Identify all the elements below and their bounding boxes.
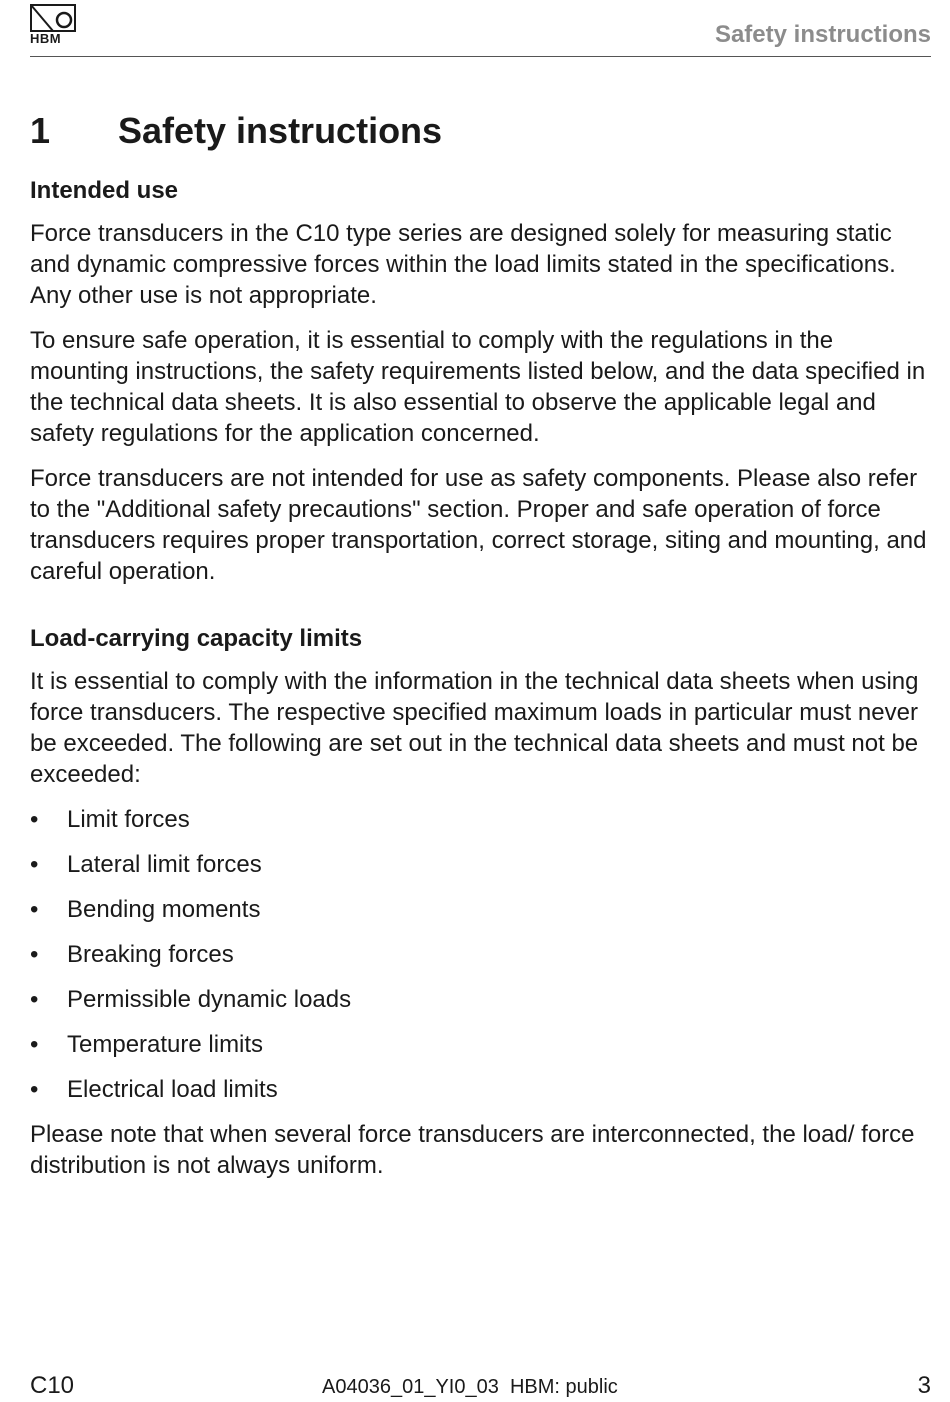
bullet-icon: • xyxy=(30,986,39,1013)
chapter-title: Safety instructions xyxy=(118,110,443,151)
page-header xyxy=(30,4,931,57)
list-item-text: Temperature limits xyxy=(67,1031,264,1058)
footer-page-number: 3 xyxy=(917,1372,931,1399)
chapter-heading xyxy=(30,110,442,152)
header-section-title: Safety instructions xyxy=(714,21,931,48)
intended-use-paragraph-1: Force transducers in the C10 type series are designed solely for measuring static and dynamic compressive forces within the load limits stated in the specifications. Any other use is not appropriate. xyxy=(30,220,896,309)
intended-use-paragraph-3: Force transducers are not intended for use as safety components. Please also refer to the "Additional safety precautions" section. Proper and safe operation of force transducers requires proper transportation, correct storage, siting and mounting, and careful operation. xyxy=(30,465,927,585)
bullet-icon: • xyxy=(30,1076,39,1103)
list-item xyxy=(30,984,935,1015)
list-item-text: Electrical load limits xyxy=(67,1076,278,1103)
main-content xyxy=(30,175,935,1195)
bullet-icon: • xyxy=(30,1031,39,1058)
list-item-text: Breaking forces xyxy=(67,941,234,968)
bullet-icon: • xyxy=(30,896,39,923)
page-footer xyxy=(30,1372,931,1402)
hbm-logo-mark xyxy=(30,4,76,32)
list-item xyxy=(30,804,935,835)
list-item-text: Bending moments xyxy=(67,896,261,923)
load-limits-intro: It is essential to comply with the information in the technical data sheets when using force transducers. The respective specified maximum loads in particular must never be exceeded. The following are set out in the technical data sheets and must not be exceeded: xyxy=(30,668,919,788)
list-item-text: Permissible dynamic loads xyxy=(67,986,352,1013)
intended-use-heading: Intended use xyxy=(30,177,179,204)
list-item-text: Lateral limit forces xyxy=(67,851,262,878)
bullet-icon: • xyxy=(30,941,39,968)
section-spacer xyxy=(30,601,935,623)
intended-use-paragraph-2: To ensure safe operation, it is essential to comply with the regulations in the mounting instructions, the safety requirements listed below, and the data specified in the technical data sheets. It is also essential to observe the applicable legal and safety regulations for the application concerned. xyxy=(30,327,926,447)
load-limits-list xyxy=(30,804,935,1105)
hbm-logo xyxy=(30,4,76,46)
bullet-icon: • xyxy=(30,806,39,833)
bullet-icon: • xyxy=(30,851,39,878)
logo-text: HBM xyxy=(30,31,62,46)
footer-doc-id: A04036_01_YI0_03 HBM: public xyxy=(322,1376,618,1398)
footer-product: C10 xyxy=(30,1372,75,1399)
load-limits-heading: Load-carrying capacity limits xyxy=(30,625,363,652)
list-item xyxy=(30,1029,935,1060)
list-item xyxy=(30,849,935,880)
list-item-text: Limit forces xyxy=(67,806,190,833)
list-item xyxy=(30,939,935,970)
list-item xyxy=(30,894,935,925)
chapter-number: 1 xyxy=(30,110,51,151)
list-item xyxy=(30,1074,935,1105)
load-distribution-note: Please note that when several force transducers are interconnected, the load/ force distribution is not always uniform. xyxy=(30,1121,915,1179)
